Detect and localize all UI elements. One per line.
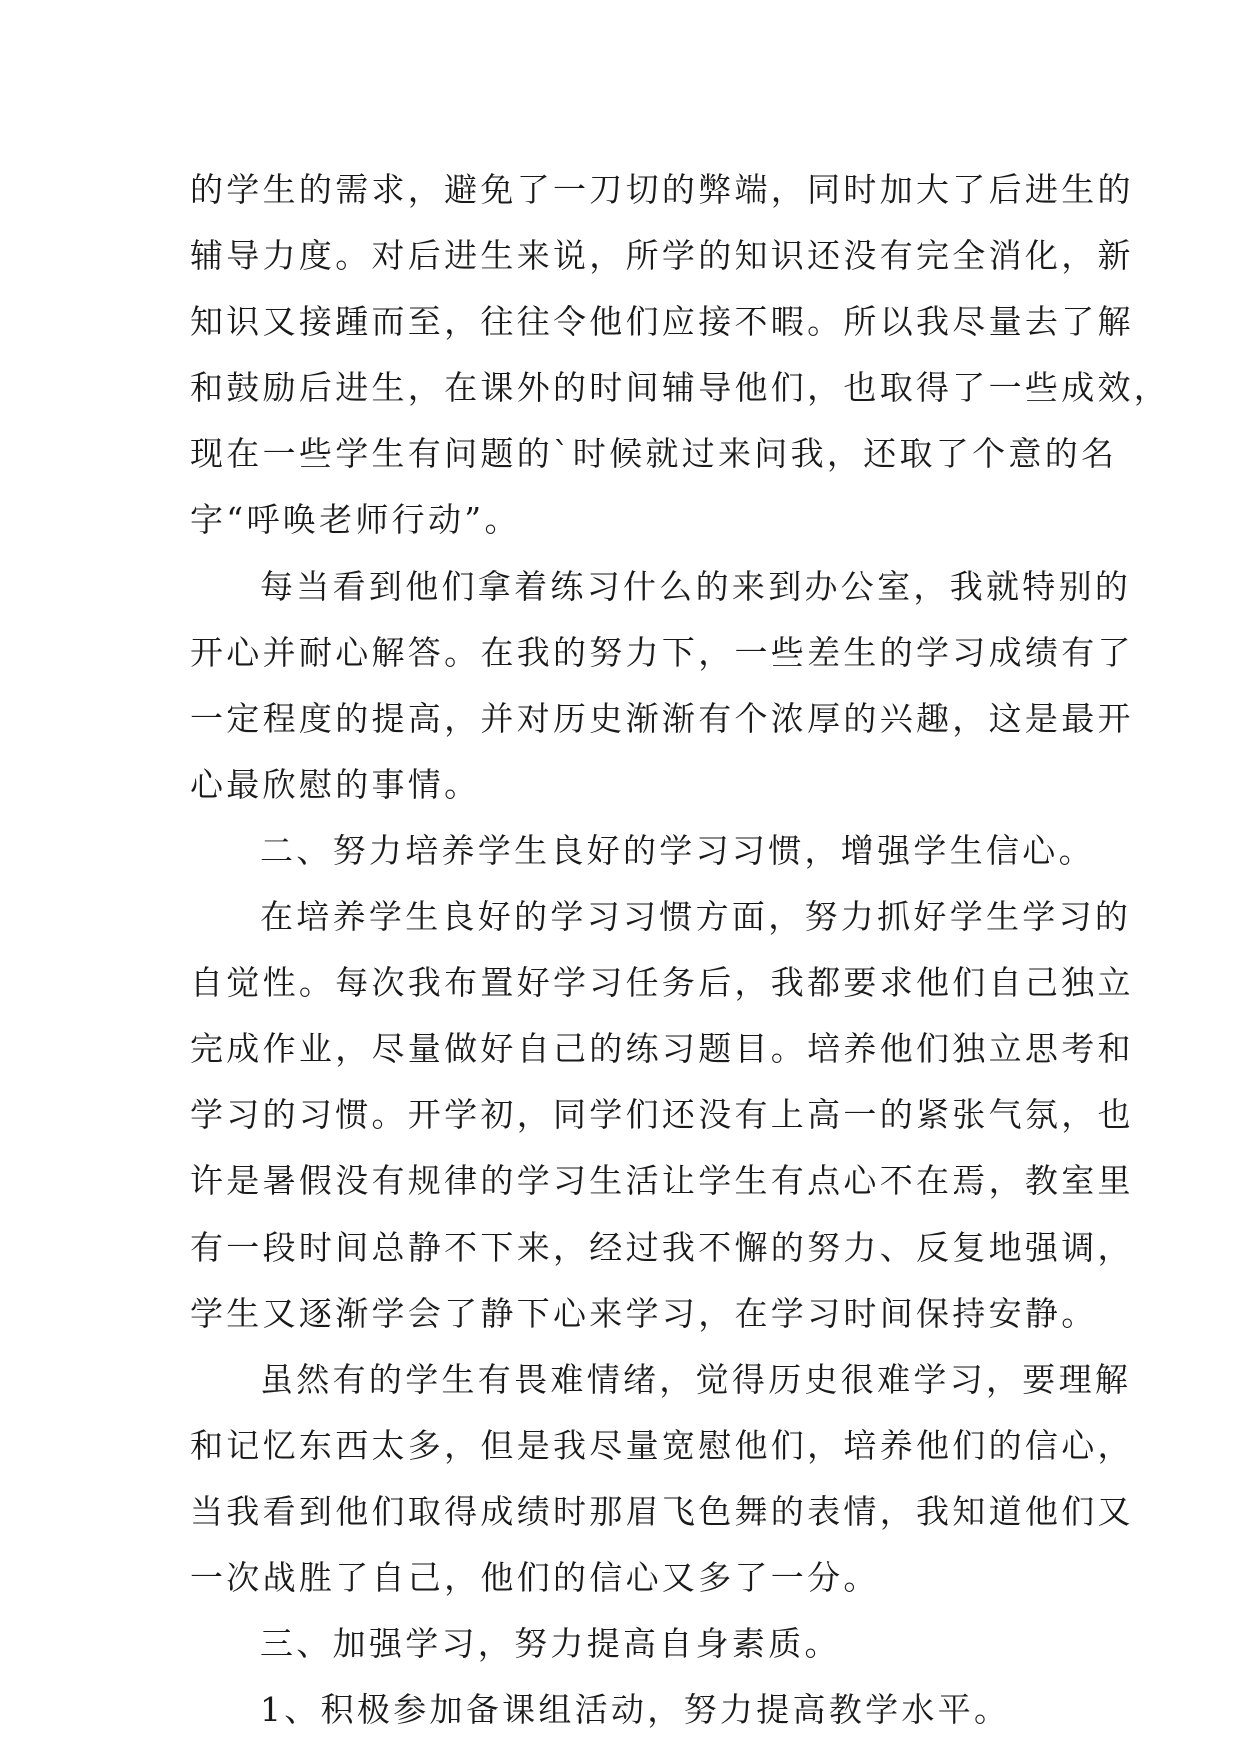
text-line: 辅导力度。对后进生来说，所学的知识还没有完全消化，新 — [190, 236, 1134, 276]
paragraph-first-line: 虽然有的学生有畏难情绪，觉得历史很难学习，要理解 — [260, 1359, 1132, 1399]
text-line: 自觉性。每次我布置好学习任务后，我都要求他们自己独立 — [190, 963, 1134, 1003]
text-line: 心最欣慰的事情。 — [190, 764, 481, 804]
list-item: 1、积极参加备课组活动，努力提高教学水平。 — [260, 1690, 1011, 1730]
text-line: 完成作业，尽量做好自己的练习题目。培养他们独立思考和 — [190, 1029, 1134, 1069]
text-line: 和鼓励后进生，在课外的时间辅导他们，也取得了一些成效， — [190, 368, 1171, 408]
body-text — [190, 157, 1171, 1743]
text-line: 许是暑假没有规律的学习生活让学生有点心不在焉，教室里 — [190, 1161, 1134, 1201]
text-line: 开心并耐心解答。在我的努力下，一些差生的学习成绩有了 — [190, 632, 1134, 672]
text-line: 一定程度的提高，并对历史渐渐有个浓厚的兴趣，这是最开 — [190, 698, 1134, 738]
paragraph-first-line: 在培养学生良好的学习习惯方面，努力抓好学生学习的 — [260, 897, 1132, 937]
text-line: 的学生的需求，避免了一刀切的弊端，同时加大了后进生的 — [190, 170, 1134, 209]
paragraph-first-line: 每当看到他们拿着练习什么的来到办公室，我就特别的 — [260, 566, 1132, 606]
text-line: 一次战胜了自己，他们的信心又多了一分。 — [190, 1557, 880, 1597]
section-heading: 二、努力培养学生良好的学习习惯，增强学生信心。 — [260, 830, 1095, 870]
text-line: 当我看到他们取得成绩时那眉飞色舞的表情，我知道他们又 — [190, 1491, 1134, 1531]
text-line: 字“呼唤老师行动”。 — [190, 500, 521, 540]
text-line: 知识又接踵而至，往往令他们应接不暇。所以我尽量去了解 — [190, 302, 1134, 342]
section-heading: 三、加强学习，努力提高自身素质。 — [260, 1624, 841, 1664]
text-line: 有一段时间总静不下来，经过我不懈的努力、反复地强调， — [190, 1227, 1134, 1267]
text-line: 现在一些学生有问题的`时候就过来问我，还取了个意的名 — [190, 434, 1118, 474]
text-line: 学习的习惯。开学初，同学们还没有上高一的紧张气氛，也 — [190, 1095, 1134, 1135]
text-line: 和记忆东西太多，但是我尽量宽慰他们，培养他们的信心， — [190, 1425, 1134, 1465]
text-line: 学生又逐渐学会了静下心来学习，在学习时间保持安静。 — [190, 1293, 1098, 1333]
